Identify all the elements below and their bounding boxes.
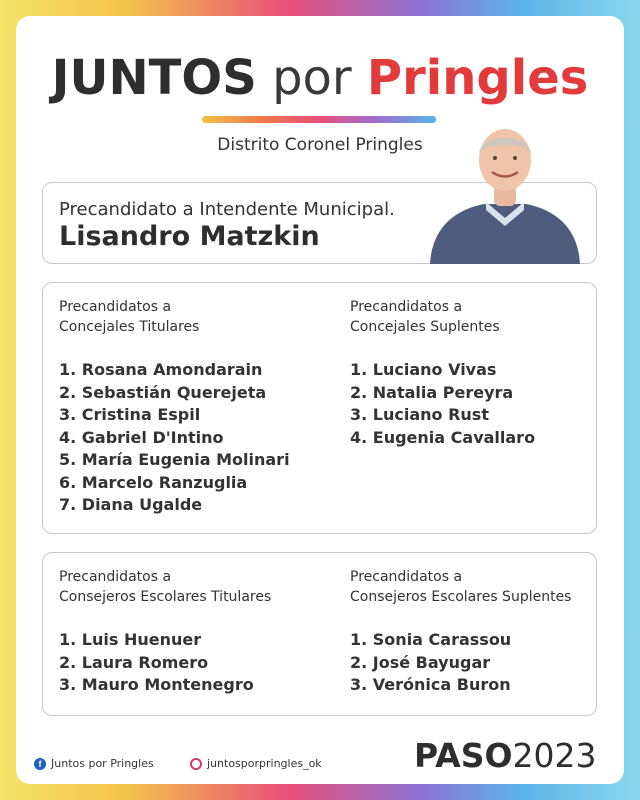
instagram-icon <box>190 758 202 770</box>
candidate-item: 1. Rosana Amondarain <box>59 360 263 379</box>
consejeros-titulares <box>59 567 271 697</box>
heading-line: Concejales Suplentes <box>350 319 500 335</box>
paso-word: PASO <box>414 736 513 775</box>
candidate-item: 1. Sonia Carassou <box>350 630 512 649</box>
heading-line: Precandidatos a <box>59 299 172 315</box>
candidate-item: 7. Diana Ugalde <box>59 495 203 514</box>
paso-logo <box>414 736 597 775</box>
candidate-item: 2. Natalia Pereyra <box>350 382 514 402</box>
instagram-link[interactable] <box>190 757 322 770</box>
candidate-item: 4. Gabriel D'Intino <box>59 427 224 447</box>
heading-line: Consejeros Escolares Titulares <box>59 589 272 605</box>
district-label: Distrito Coronel Pringles <box>217 135 423 155</box>
heading-line: Concejales Titulares <box>59 319 200 335</box>
candidate-item: 3. Cristina Espil <box>59 405 201 424</box>
candidate-item: 2. José Bayugar <box>350 652 491 672</box>
heading-line: Precandidatos a <box>350 299 463 315</box>
candidate-item: 6. Marcelo Ranzuglia <box>59 472 248 492</box>
candidate-item: 2. Laura Romero <box>59 652 209 672</box>
concejales-suplentes <box>350 297 535 449</box>
facebook-label: Juntos por Pringles <box>51 757 154 770</box>
title-juntos: JUNTOS <box>51 50 257 106</box>
intendente-role: Precandidato a Intendente Municipal. <box>59 199 395 220</box>
consejeros-box <box>42 552 597 716</box>
heading-line: Consejeros Escolares Suplentes <box>350 589 572 605</box>
candidate-photo <box>428 118 582 264</box>
party-title <box>0 48 640 108</box>
candidate-item: 3. Mauro Montenegro <box>59 675 254 694</box>
intendente-name: Lisandro Matzkin <box>59 221 320 252</box>
rainbow-divider <box>202 116 436 123</box>
candidate-item: 3. Verónica Buron <box>350 675 511 694</box>
concejales-box <box>42 282 597 534</box>
candidate-item: 1. Luis Huenuer <box>59 630 202 649</box>
facebook-icon: f <box>34 758 46 770</box>
candidate-item: 1. Luciano Vivas <box>350 360 497 379</box>
title-por: por <box>272 50 352 106</box>
facebook-link[interactable] <box>34 757 154 770</box>
instagram-label: juntosporpringles_ok <box>207 757 322 770</box>
candidate-item: 3. Luciano Rust <box>350 405 489 424</box>
concejales-titulares <box>59 297 290 517</box>
candidate-item: 5. María Eugenia Molinari <box>59 450 290 469</box>
paso-year: 2023 <box>512 736 597 775</box>
heading-line: Precandidatos a <box>350 569 463 585</box>
heading-line: Precandidatos a <box>59 569 172 585</box>
consejeros-suplentes <box>350 567 571 697</box>
title-pringles: Pringles <box>366 50 589 106</box>
candidate-item: 2. Sebastián Querejeta <box>59 382 267 402</box>
candidate-item: 4. Eugenia Cavallaro <box>350 427 536 447</box>
